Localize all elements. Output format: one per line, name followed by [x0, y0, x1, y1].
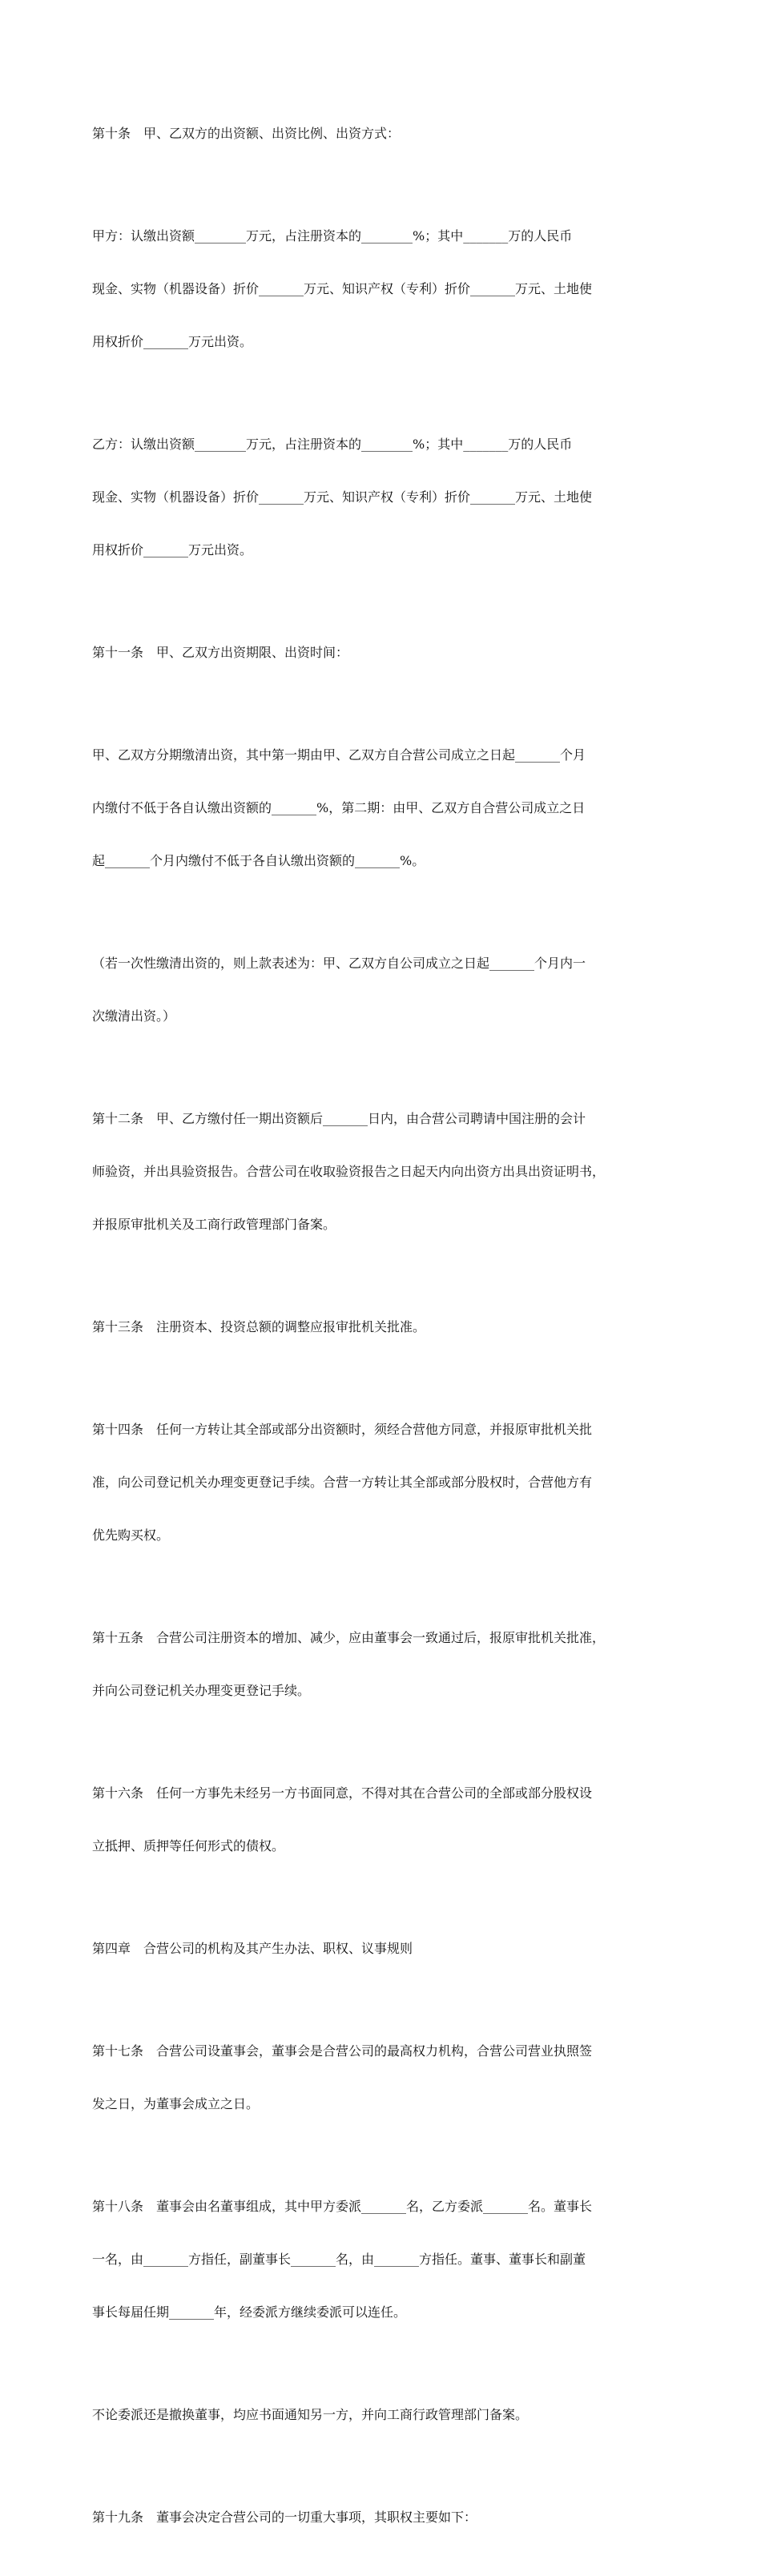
text-line: 第十六条 任何一方事先未经另一方书面同意，不得对其在合营公司的全部或部分股权设: [92, 1785, 593, 1801]
text-line: 现金、实物（机器设备）折价_______万元、知识产权（专利）折价_______万元、土地使: [92, 489, 593, 505]
text-line: 第十四条 任何一方转让其全部或部分出资额时，须经合营他方同意，并报原审批机关批: [92, 1422, 593, 1437]
text-line: 用权折价_______万元出资。: [92, 334, 253, 349]
text-line: 甲、乙双方分期缴清出资，其中第一期由甲、乙双方自合营公司成立之日起_______个月: [92, 747, 586, 763]
text-line: 甲方：认缴出资额________万元，占注册资本的________%；其中_______万的人民币: [92, 228, 573, 244]
article-17: [92, 2007, 685, 2148]
text-line: 第十二条 甲、乙方缴付任一期出资额后_______日内，由合营公司聘请中国注册的会计: [92, 1111, 586, 1126]
text-line: 内缴付不低于各自认缴出资额的_______%，第二期：由甲、乙双方自合营公司成立之日: [92, 800, 586, 815]
article-10-heading: [92, 90, 685, 178]
text-line: 并报原审批机关及工商行政管理部门备案。: [92, 1217, 336, 1232]
article-16: [92, 1749, 685, 1890]
article-11-heading: [92, 609, 685, 697]
text-line: 第十九条 董事会决定合营公司的一切重大事项，其职权主要如下：: [92, 2510, 477, 2525]
text-line: 第十三条 注册资本、投资总额的调整应报审批机关批准。: [92, 1319, 426, 1334]
article-13: [92, 1283, 685, 1371]
article-18: [92, 2163, 685, 2357]
lump-sum-note: [92, 920, 685, 1061]
text-line: 不论委派还是撤换董事，均应书面通知另一方，并向工商行政管理部门备案。: [92, 2407, 529, 2422]
text-line: 师验资，并出具验资报告。合营公司在收取验资报告之日起天内向出资方出具出资证明书，: [92, 1164, 606, 1179]
text-line: 第十一条 甲、乙双方出资期限、出资时间：: [92, 645, 349, 660]
text-line: 乙方：认缴出资额________万元，占注册资本的________%；其中_______万的人民币: [92, 437, 573, 452]
text-line: 第十五条 合营公司注册资本的增加、减少，应由董事会一致通过后，报原审批机关批准，: [92, 1630, 606, 1645]
text-line: 准，向公司登记机关办理变更登记手续。合营一方转让其全部或部分股权时，合营他方有: [92, 1475, 593, 1490]
article-15: [92, 1594, 685, 1735]
text-line: 第十条 甲、乙双方的出资额、出资比例、出资方式：: [92, 126, 401, 141]
party-a-contribution: [92, 192, 685, 386]
text-line: 并向公司登记机关办理变更登记手续。: [92, 1683, 311, 1698]
text-line: （若一次性缴清出资的，则上款表述为：甲、乙双方自公司成立之日起_______个月内一: [92, 956, 586, 971]
installment-payment: [92, 711, 685, 905]
article-14: [92, 1386, 685, 1580]
party-b-contribution: [92, 400, 685, 594]
text-line: 起_______个月内缴付不低于各自认缴出资额的_______%。: [92, 853, 425, 868]
article-12: [92, 1075, 685, 1269]
article-19: [92, 2473, 685, 2562]
text-line: 优先购买权。: [92, 1527, 170, 1543]
text-line: 第十八条 董事会由名董事组成，其中甲方委派_______名，乙方委派_______名。董事长: [92, 2199, 593, 2214]
text-line: 第四章 合营公司的机构及其产生办法、职权、议事规则: [92, 1941, 413, 1956]
text-line: 第十七条 合营公司设董事会，董事会是合营公司的最高权力机构，合营公司营业执照签: [92, 2043, 593, 2059]
text-line: 发之日，为董事会成立之日。: [92, 2096, 260, 2111]
text-line: 立抵押、质押等任何形式的债权。: [92, 1838, 285, 1854]
text-line: 事长每届任期_______年，经委派方继续委派可以连任。: [92, 2304, 407, 2320]
document-page: [92, 90, 685, 2576]
text-line: 次缴清出资。）: [92, 1008, 176, 1024]
text-line: 现金、实物（机器设备）折价_______万元、知识产权（专利）折价_______万元、土地使: [92, 281, 593, 296]
director-appointment-note: [92, 2371, 685, 2459]
chapter-4-heading: [92, 1905, 685, 1993]
text-line: 一名，由_______方指任，副董事长_______名，由_______方指任。董事、董事长和副董: [92, 2252, 586, 2267]
text-line: 用权折价_______万元出资。: [92, 542, 253, 557]
